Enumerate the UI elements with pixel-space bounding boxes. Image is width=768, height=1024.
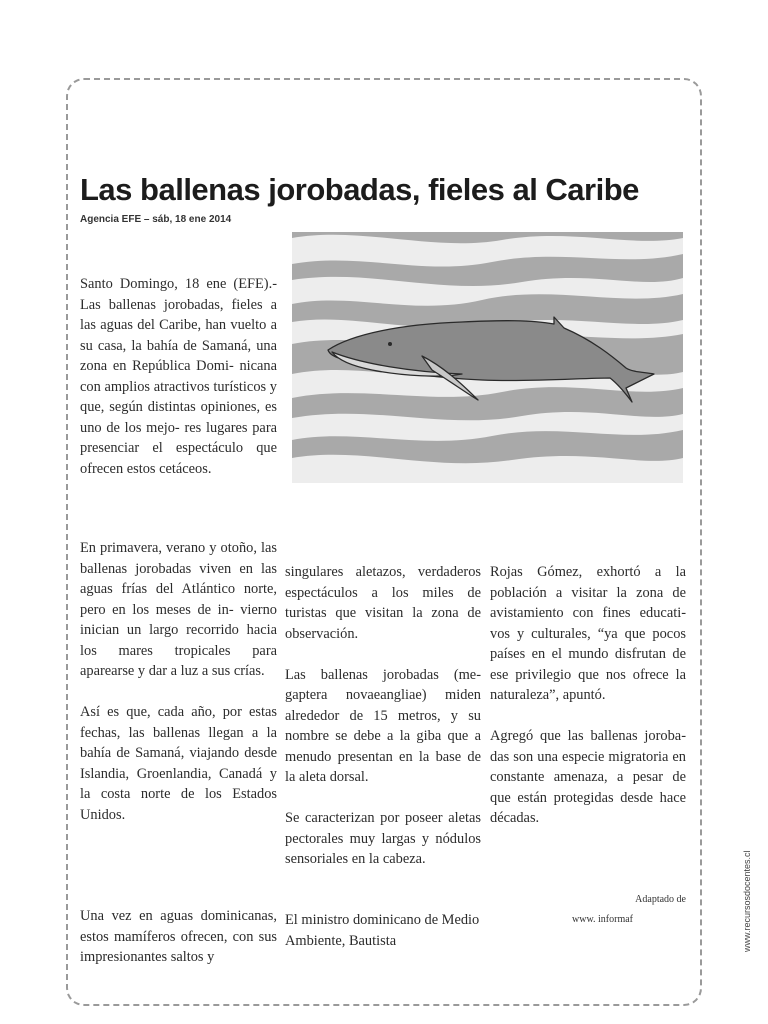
article-column-1-top	[80, 274, 277, 500]
paragraph-seasons: En primavera, verano y otoño, las ballenas jorobadas viven en las aguas frías del Atlántico norte, pero en los meses de in- vierno inician un largo recorrido hacia los mares tropicales para aparearse y dar a luz a sus crías.	[80, 540, 277, 679]
paragraph-size: Las ballenas jorobadas (me- gaptera novaeangliae) miden alrededor de 15 metros, y su nombre se debe a la giba que a menudo presentan en la base de la aleta dorsal.	[285, 666, 481, 785]
paragraph-threat: Agregó que las ballenas joroba- das son una especie migratoria en constante amenaza, a pesar de que están protegidas desde hace décadas.	[490, 728, 686, 826]
paragraph-minister: El ministro dominicano de Medio Ambiente, Bautista	[285, 912, 480, 949]
adapted-from-label: Adaptado de	[635, 894, 686, 905]
paragraph-invitation: Rojas Gómez, exhortó a la población a visitar la zona de avistamiento con fines educati- vos y culturales, “ya que pocos países en el mundo disfrutan de ese privilegio que nos ofrece la naturaleza”, apuntó.	[490, 564, 686, 703]
side-credit: www.recursosdocentes.cl	[742, 850, 752, 952]
paragraph-dominican-waters: Una vez en aguas dominicanas, estos mamíferos ofrecen, con sus impresionantes saltos y	[80, 908, 277, 965]
paragraph-arrival: Así es que, cada año, por estas fechas, las ballenas llegan a la bahía de Samaná, viajando desde Islandia, Groenlandia, Canadá y la costa norte de los Estados Unidos.	[80, 704, 277, 823]
source-url: www. informaf	[572, 914, 634, 925]
article-column-3	[490, 562, 686, 849]
paragraph-intro: Santo Domingo, 18 ene (EFE).- Las ballenas jorobadas, fieles a las aguas del Caribe, han vuelto a su casa, la bahía de Samaná, una zona en República Domi- nicana con amplios atractivos turísticos y que, según distintas opiniones, es uno de los mejo- res lugares para presenciar el espectáculo que ofrecen estos cetáceos.	[80, 276, 277, 477]
paragraph-fins: Se caracterizan por poseer aletas pectorales muy largas y nódulos sensoriales en la cabeza.	[285, 810, 481, 867]
article-title: Las ballenas jorobadas, fieles al Caribe	[80, 172, 639, 207]
article-column-1-bottom	[80, 538, 277, 846]
article-byline: Agencia EFE – sáb, 18 ene 2014	[80, 214, 232, 225]
article-column-2	[285, 562, 481, 890]
paragraph-spectacle: singulares aletazos, verdaderos espectáculos a los miles de turistas que visitan la zona de observación.	[285, 564, 481, 642]
humpback-whale-icon	[292, 232, 683, 483]
